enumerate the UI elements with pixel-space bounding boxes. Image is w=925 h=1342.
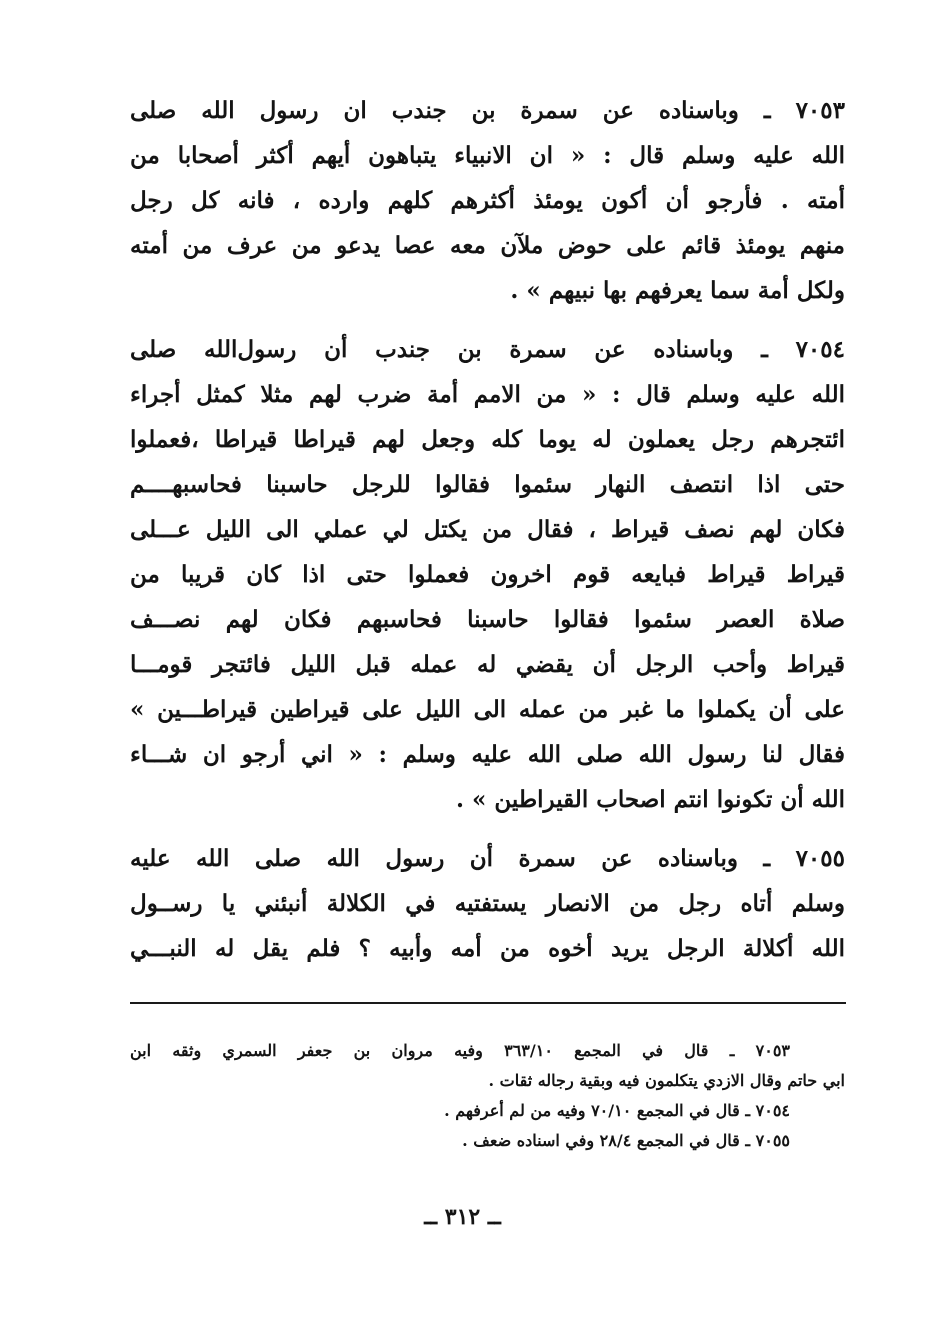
- text-line: ولكل أمة سما يعرفهم بها نبيهم » .: [510, 277, 845, 304]
- page-number: ــ ٣١٢ ــ: [424, 1204, 501, 1230]
- text-line: فقال لنا رسول الله صلى الله عليه وسلم : « اني أرجو ان شـــاء: [130, 741, 845, 768]
- footnote-divider: [130, 1002, 846, 1004]
- text-line: الله أن تكونوا انتم اصحاب القيراطين » .: [456, 786, 845, 813]
- text-line: ٧٠٥٣ ـ وباسناده عن سمرة بن جندب ان رسول الله صلى: [130, 97, 845, 124]
- text-line: حتى اذا انتصف النهار سئموا فقالوا للرجل حاسبنا فحاسبهــــم: [130, 471, 845, 498]
- footnote-7053: ٧٠٥٣ ـ قال في المجمع ٣٦٣/١٠ وفيه مروان بن جعفر السمري وثقه ابن: [130, 1041, 790, 1060]
- text-line: الله عليه وسلم قال : « ان الانبياء يتباهون أيهم أكثر أصحابا من: [130, 142, 845, 169]
- text-line: قيراط وأحب الرجل أن يقضي له عمله قبل الليل فائتجر قومـــا: [130, 651, 845, 678]
- footnote-7055: ٧٠٥٥ ـ قال في المجمع ٢٨/٤ وفي اسناده ضعف .: [462, 1131, 790, 1150]
- footnote-7053-continued: ابي حاتم وقال الازدي يتكلمون فيه وبقية رجاله ثقات .: [488, 1071, 845, 1090]
- text-line: ائتجرهم رجل يعملون له يوما كله وجعل لهم قيراطا قيراطا ،فعملوا: [130, 426, 845, 453]
- text-line: الله أكلالة الرجل يريد أخوه من أمه وأبيه ؟ فلم يقل له النبـــي: [130, 935, 845, 962]
- text-line: أمته . فأرجو أن أكون يومئذ أكثرهم كلهم وارده ، فانه كل رجل: [130, 187, 845, 214]
- text-line: على أن يكملوا ما غبر من عمله الى الليل على قيراطين قيراطـــين »: [130, 696, 845, 723]
- text-line: قيراط قيراط فبايعه قوم اخرون فعملوا حتى اذا كان قريبا من: [130, 561, 845, 588]
- text-line: ٧٠٥٤ ـ وباسناده عن سمرة بن جندب أن رسول‌الله صلى: [130, 336, 845, 363]
- footnotes: [130, 1036, 845, 1156]
- hadith-7053: [130, 88, 845, 313]
- text-line: وسلم أتاه رجل من الانصار يستفتيه في الكلالة أنبئني يا رســول: [130, 890, 845, 917]
- body-text: [130, 88, 845, 985]
- hadith-7055: [130, 836, 845, 971]
- text-line: ٧٠٥٥ ـ وباسناده عن سمرة أن رسول الله صلى الله عليه: [130, 845, 845, 872]
- text-line: فكان لهم نصف قيراط ، فقال من يكتل لي عملي الى الليل عـــلى: [130, 516, 845, 543]
- text-line: الله عليه وسلم قال : « من الامم أمة ضرب لهم مثلا كمثل أجراء: [130, 381, 845, 408]
- text-line: صلاة العصر سئموا فقالوا حاسبنا فحاسبهم فكان لهم نصـــف: [130, 606, 845, 633]
- footnote-7054: ٧٠٥٤ ـ قال في المجمع ٧٠/١٠ وفيه من لم أعرفهم .: [444, 1101, 790, 1120]
- hadith-7054: [130, 327, 845, 822]
- text-line: منهم يومئذ قائم على حوض ملآن معه عصا يدعو من عرف من أمته: [130, 232, 845, 259]
